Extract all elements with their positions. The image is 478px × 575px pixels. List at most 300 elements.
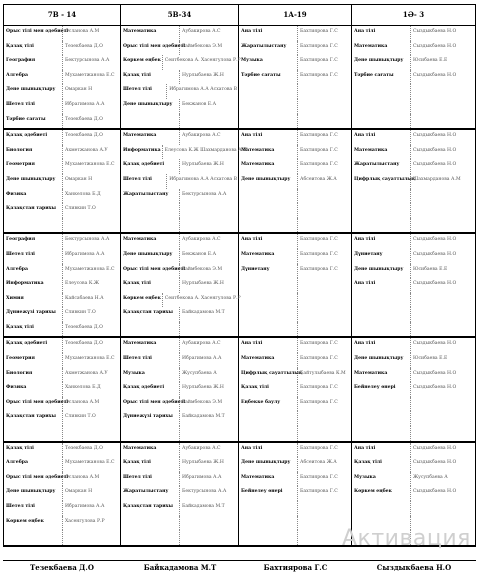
lesson-cell: [239, 55, 352, 70]
subject-label: [352, 99, 411, 114]
subject-label: [352, 411, 411, 426]
teacher-label: Юсибаева Е.Е: [413, 356, 448, 362]
teacher-label: Нурлыбаева Ж.Н: [182, 385, 224, 391]
teacher-label: [411, 293, 475, 308]
subject-label: Көркем еңбек: [121, 55, 163, 70]
subject-label: [352, 426, 411, 441]
lesson-row: [3, 322, 476, 337]
teacher-label: Осланова А.М: [65, 399, 100, 405]
day-block: [3, 338, 476, 442]
subject-label: Математика: [352, 145, 411, 160]
subject-label: Математика: [121, 338, 180, 353]
subject-label: Қазақстан тарихы: [121, 501, 180, 516]
subject-label: [352, 114, 411, 129]
lesson-cell: [121, 249, 239, 264]
lesson-cell: [352, 382, 476, 397]
lesson-cell: [239, 338, 352, 353]
teacher-label: Сеитбекова А. Хасенгулова Р.Р: [164, 58, 241, 64]
teacher-label: [180, 114, 238, 129]
subject-label: [121, 114, 180, 129]
subject-label: Дене шынықтыру: [4, 84, 63, 99]
subject-label: [239, 501, 298, 516]
teacher-label: Бахтиярова Г.С: [300, 58, 338, 64]
teacher-label: Бахтиярова Г.С: [300, 385, 338, 391]
teacher-label: Аубакирова А.С: [182, 29, 221, 34]
teacher-label: Сливкин Т.О: [65, 414, 96, 420]
subject-label: Бейнелеу өнері: [352, 382, 411, 397]
teacher-label: Бахтиярова Г.С: [300, 237, 338, 243]
teacher-label: Тезекбаева Д.О: [65, 341, 103, 347]
teacher-label: Бахтиярова Г.С: [300, 29, 338, 34]
lesson-row: [3, 411, 476, 426]
subject-label: Дүниежүзі тарихы: [4, 307, 63, 322]
lesson-cell: [3, 55, 121, 70]
lesson-cell: [3, 443, 121, 458]
teacher-label: Сыздыкбаева Н.О: [413, 370, 457, 376]
lesson-row: [3, 486, 476, 501]
teacher-label: Бекжанов Е.А: [182, 251, 217, 257]
subject-label: [239, 84, 298, 99]
teacher-label: Ибрагимова А.А: [182, 474, 222, 480]
teacher-label: Шахмарданова А.М: [413, 176, 461, 182]
lesson-cell: [3, 203, 121, 218]
lesson-cell: [3, 174, 121, 189]
subject-label: Орыс тілі мен әдебиеті: [121, 41, 180, 56]
subject-label: Ана тілі: [352, 278, 411, 293]
subject-label: [239, 278, 298, 293]
teacher-label: [180, 322, 238, 337]
subject-label: Дене шынықтыру: [352, 353, 411, 368]
subject-label: Орыс тілі мен әдебиеті: [4, 472, 63, 487]
lesson-cell: [121, 426, 239, 441]
activation-watermark: Активация: [342, 526, 471, 551]
teacher-label: Сыздыкбаева Н.О: [413, 72, 457, 78]
lesson-cell: [121, 234, 239, 249]
subject-label: Дене шынықтыру: [239, 457, 298, 472]
subject-label: Ана тілі: [239, 338, 298, 353]
teacher-label: [298, 293, 351, 308]
subject-label: Жаратылыстану: [352, 159, 411, 174]
lesson-row: [3, 368, 476, 383]
lesson-row: [3, 130, 476, 145]
lesson-cell: [121, 516, 239, 531]
subject-label: Көркем еңбек: [352, 486, 411, 501]
teacher-label: Ахметжанова А.У: [65, 147, 108, 153]
lesson-cell: [352, 278, 476, 293]
class-teachers-footer: [3, 560, 476, 575]
teacher-label: Жусупбаева А: [413, 474, 448, 480]
subject-label: Математика: [352, 41, 411, 56]
lesson-cell: [352, 457, 476, 472]
teacher-label: Ханкелова Б.Д: [65, 385, 101, 391]
subject-label: Тәрбие сағаты: [4, 114, 63, 129]
teacher-label: [298, 99, 351, 114]
teacher-label: Бахтиярова Г.С: [300, 341, 338, 347]
lesson-cell: [352, 368, 476, 383]
day-block: [3, 234, 476, 338]
lesson-row: [3, 26, 476, 41]
subject-label: Алгебра: [4, 264, 63, 279]
lesson-row: [3, 234, 476, 249]
subject-label: Математика: [239, 249, 298, 264]
lesson-cell: [352, 218, 476, 233]
lesson-cell: [239, 70, 352, 85]
lesson-cell: [121, 397, 239, 412]
lesson-row: [3, 457, 476, 472]
lesson-cell: [121, 159, 239, 174]
lesson-cell: [352, 411, 476, 426]
lesson-cell: [352, 159, 476, 174]
teacher-label: Сыздыкбаева Н.О: [413, 237, 457, 243]
teacher-label: Ахметжанова А.У: [65, 370, 108, 376]
teacher-label: [298, 114, 351, 129]
class-teacher-7v: Тезекбаева Д.О: [30, 563, 94, 572]
subject-label: [239, 426, 298, 441]
lesson-cell: [121, 411, 239, 426]
lesson-cell: [3, 84, 121, 99]
teacher-label: Бекжанов Е.А: [182, 101, 217, 107]
lesson-cell: [3, 189, 121, 204]
class-header-5v: 5В-34: [121, 5, 239, 25]
subject-label: [239, 411, 298, 426]
subject-label: Ана тілі: [352, 130, 411, 145]
subject-label: География: [4, 55, 63, 70]
teacher-label: Раймбекова Э.М: [182, 266, 223, 272]
subject-label: Биология: [4, 145, 63, 160]
teacher-label: Сливкин Т.О: [65, 206, 96, 212]
lesson-row: [3, 264, 476, 279]
teacher-label: Елеусова К.Ж: [65, 281, 99, 287]
lesson-cell: [3, 516, 121, 531]
lesson-row: [3, 174, 476, 189]
schedule-sheet: [3, 4, 476, 547]
lesson-cell: [3, 278, 121, 293]
subject-label: Ана тілі: [239, 234, 298, 249]
subject-label: Тәрбие сағаты: [352, 70, 411, 85]
teacher-label: Байкадамова М.Т: [182, 310, 225, 316]
lesson-cell: [3, 368, 121, 383]
teacher-label: [298, 203, 351, 218]
lesson-cell: [239, 114, 352, 129]
class-header-1a: 1А-19: [239, 5, 352, 25]
teacher-label: [298, 426, 351, 441]
subject-label: Орыс тілі мен әдебиеті: [121, 264, 180, 279]
subject-label: Қазақстан тарихы: [121, 307, 180, 322]
teacher-label: [298, 218, 351, 233]
subject-label: Қазақстан тарихы: [4, 411, 63, 426]
teacher-label: Юсибаева Е.Е: [413, 58, 448, 64]
subject-label: [352, 501, 411, 516]
teacher-label: Нурлыбаева Ж.Н: [182, 162, 224, 168]
subject-label: Қазақстан тарихы: [4, 203, 63, 218]
lesson-cell: [121, 99, 239, 114]
teacher-label: Ибрагимова А.А: [182, 356, 222, 362]
lesson-row: [3, 397, 476, 412]
teacher-label: [180, 218, 238, 233]
subject-label: Математика: [239, 353, 298, 368]
teacher-label: Раймбекова Э.М: [182, 43, 223, 49]
subject-label: Математика: [239, 159, 298, 174]
subject-label: Қазақ әдебиеті: [4, 130, 63, 145]
lesson-cell: [352, 397, 476, 412]
subject-label: Көркем еңбек: [4, 516, 63, 531]
teacher-label: [298, 84, 351, 99]
subject-label: [352, 322, 411, 337]
subject-label: Шетел тілі: [121, 174, 167, 189]
lesson-cell: [121, 218, 239, 233]
teacher-label: [411, 114, 475, 129]
lesson-row: [3, 218, 476, 233]
lesson-cell: [239, 145, 352, 160]
teacher-label: Тезекбаева Д.О: [65, 324, 103, 330]
subject-label: Шетел тілі: [121, 353, 180, 368]
teacher-label: Юсибаева Е.Е: [413, 266, 448, 272]
subject-label: Шетел тілі: [4, 249, 63, 264]
subject-label: Математика: [239, 472, 298, 487]
subject-label: Қазақ әдебиеті: [121, 382, 180, 397]
teacher-label: [63, 530, 120, 545]
lesson-cell: [121, 145, 248, 160]
teacher-label: Бахтиярова Г.С: [300, 147, 338, 153]
subject-label: [121, 426, 180, 441]
teacher-label: Ибрагимова А.А Асхатова В: [169, 87, 237, 93]
lesson-cell: [121, 382, 239, 397]
subject-label: Қазақ тілі: [121, 70, 180, 85]
teacher-label: Нурлыбаева Ж.Н: [182, 460, 224, 466]
lesson-cell: [352, 70, 476, 85]
teacher-label: Тезекбаева Д.О: [65, 133, 103, 139]
lesson-cell: [3, 457, 121, 472]
subject-label: Дене шынықтыру: [239, 174, 298, 189]
teacher-label: Тезекбаева Д.О: [65, 445, 103, 451]
lesson-cell: [239, 41, 352, 56]
lesson-cell: [3, 486, 121, 501]
lesson-cell: [352, 322, 476, 337]
lesson-cell: [352, 114, 476, 129]
lesson-cell: [239, 293, 352, 308]
lesson-cell: [121, 55, 239, 70]
lesson-cell: [352, 174, 476, 189]
lesson-cell: [239, 322, 352, 337]
lesson-cell: [239, 189, 352, 204]
lesson-row: [3, 99, 476, 114]
teacher-label: Сыздыкбаева Н.О: [413, 29, 457, 34]
class-teacher-5v: Байкадамова М.Т: [143, 563, 217, 572]
lesson-cell: [3, 472, 121, 487]
lesson-cell: [239, 307, 352, 322]
lesson-cell: [3, 99, 121, 114]
teacher-label: Сыздыкбаева Н.О: [413, 445, 457, 451]
subject-label: Геометрия: [4, 353, 63, 368]
subject-label: Математика: [121, 443, 180, 458]
subject-label: Ана тілі: [352, 26, 411, 41]
lesson-cell: [3, 70, 121, 85]
subject-label: [239, 218, 298, 233]
teacher-label: [180, 530, 238, 545]
subject-label: Физика: [4, 382, 63, 397]
teacher-label: Кайсабаева Н.А: [65, 295, 104, 301]
subject-label: Дене шынықтыру: [352, 264, 411, 279]
subject-label: [239, 322, 298, 337]
teacher-label: Сыздыкбаева Н.О: [413, 251, 457, 257]
lesson-cell: [352, 203, 476, 218]
lesson-cell: [3, 353, 121, 368]
lesson-cell: [352, 486, 476, 501]
lesson-cell: [352, 130, 476, 145]
teacher-label: [298, 501, 351, 516]
teacher-label: [411, 203, 475, 218]
lesson-cell: [239, 159, 352, 174]
teacher-label: Ханкелова Б.Д: [65, 191, 101, 197]
lesson-cell: [239, 353, 352, 368]
lesson-cell: [121, 189, 239, 204]
lesson-cell: [239, 397, 352, 412]
lesson-cell: [3, 382, 121, 397]
subject-label: Шетел тілі: [121, 84, 167, 99]
subject-label: Ана тілі: [239, 130, 298, 145]
lesson-cell: [239, 382, 352, 397]
lesson-cell: [3, 293, 121, 308]
subject-label: Қазақ тілі: [121, 457, 180, 472]
subject-label: [352, 84, 411, 99]
lesson-cell: [121, 530, 239, 545]
subject-label: Қазақ тілі: [4, 41, 63, 56]
lesson-cell: [121, 70, 239, 85]
subject-label: Ана тілі: [239, 26, 298, 41]
teacher-label: [411, 84, 475, 99]
subject-label: [121, 218, 180, 233]
teacher-label: Сыздыкбаева Н.О: [413, 489, 457, 495]
lesson-cell: [121, 130, 239, 145]
lesson-cell: [3, 411, 121, 426]
lesson-cell: [239, 203, 352, 218]
teacher-label: Бахтиярова Г.С: [300, 43, 338, 49]
lesson-cell: [239, 264, 352, 279]
teacher-label: [298, 411, 351, 426]
lesson-cell: [3, 397, 121, 412]
lesson-cell: [121, 278, 239, 293]
lesson-row: [3, 55, 476, 70]
lesson-row: [3, 353, 476, 368]
lesson-cell: [239, 516, 352, 531]
subject-label: [352, 307, 411, 322]
teacher-label: [298, 307, 351, 322]
subject-label: Қазақ тілі: [121, 278, 180, 293]
teacher-label: Хасенгулова Р.Р: [65, 518, 105, 524]
subject-label: Геометрия: [4, 159, 63, 174]
subject-label: [352, 397, 411, 412]
subject-label: Шетел тілі: [4, 501, 63, 516]
teacher-label: Байкадамова М.Т: [182, 504, 225, 509]
day-block: [3, 130, 476, 234]
lesson-cell: [121, 293, 239, 308]
subject-label: Жаратылыстану: [239, 41, 298, 56]
lesson-cell: [352, 264, 476, 279]
teacher-label: Жусупбаева А: [182, 370, 217, 376]
teacher-label: Бектурсынова А.А: [182, 489, 227, 495]
teacher-label: Бектурсынова А.А: [65, 58, 110, 64]
subject-label: Алгебра: [4, 70, 63, 85]
teacher-label: Бахтиярова Г.С: [300, 72, 338, 78]
subject-label: Ана тілі: [352, 338, 411, 353]
teacher-label: [298, 189, 351, 204]
lesson-row: [3, 145, 476, 160]
lesson-cell: [121, 41, 239, 56]
teacher-label: Абсеитова Ж.А: [300, 460, 337, 466]
lesson-cell: [352, 426, 476, 441]
teacher-label: Байкадамова М.Т: [182, 414, 225, 420]
teacher-label: [180, 426, 238, 441]
subject-label: Бейнелеу өнері: [239, 486, 298, 501]
subject-label: Дүниетану: [352, 249, 411, 264]
subject-label: [352, 293, 411, 308]
lesson-cell: [3, 249, 121, 264]
lesson-cell: [352, 234, 476, 249]
subject-label: Ана тілі: [352, 234, 411, 249]
subject-label: Орыс тілі мен әдебиеті: [4, 26, 63, 41]
teacher-label: Бахтиярова Г.С: [300, 445, 338, 451]
lesson-cell: [352, 293, 476, 308]
lesson-row: [3, 443, 476, 458]
lesson-cell: [121, 26, 239, 41]
lesson-cell: [352, 443, 476, 458]
teacher-label: Сыздыкбаева Н.О: [413, 43, 457, 49]
lesson-cell: [239, 249, 352, 264]
lesson-cell: [352, 353, 476, 368]
lesson-cell: [3, 426, 121, 441]
lesson-cell: [121, 203, 239, 218]
lesson-row: [3, 249, 476, 264]
subject-label: [239, 203, 298, 218]
lesson-cell: [239, 368, 352, 383]
lesson-cell: [239, 174, 352, 189]
teacher-label: Бахтиярова Г.С: [300, 356, 338, 362]
lesson-cell: [352, 26, 476, 41]
teacher-label: Омаркан Н: [65, 176, 93, 182]
teacher-label: Нурлыбаева Ж.Н: [182, 72, 224, 78]
teacher-label: [180, 203, 238, 218]
lesson-row: [3, 41, 476, 56]
lesson-cell: [3, 234, 121, 249]
subject-label: Шетел тілі: [121, 472, 180, 487]
teacher-label: Мухаметжанова Е.С: [65, 266, 115, 272]
subject-label: Музыка: [121, 368, 180, 383]
teacher-label: Ибрагимова А.А Асхатова В: [169, 176, 237, 182]
teacher-label: Бектурсынова А.А: [65, 237, 110, 243]
lesson-cell: [121, 84, 239, 99]
teacher-label: Бахтиярова Г.С: [300, 266, 338, 272]
lesson-cell: [239, 426, 352, 441]
teacher-label: Байтулыбаева К.М: [300, 370, 346, 376]
lesson-row: [3, 70, 476, 85]
teacher-label: Сыздыкбаева Н.О: [413, 460, 457, 466]
lesson-cell: [352, 338, 476, 353]
subject-label: Информатика: [121, 145, 163, 160]
subject-label: Химия: [4, 293, 63, 308]
subject-label: Математика: [121, 234, 180, 249]
lesson-row: [3, 84, 476, 99]
subject-label: Қазақ әдебиеті: [121, 159, 180, 174]
teacher-label: [298, 322, 351, 337]
lesson-row: [3, 159, 476, 174]
teacher-label: Бахтиярова Г.С: [300, 474, 338, 480]
subject-label: Физика: [4, 189, 63, 204]
subject-label: [352, 203, 411, 218]
subject-label: [352, 189, 411, 204]
teacher-label: Сыздыкбаева Н.О: [413, 281, 457, 287]
day-block: [3, 26, 476, 130]
subject-label: Орыс тілі мен әдебиеті: [4, 397, 63, 412]
